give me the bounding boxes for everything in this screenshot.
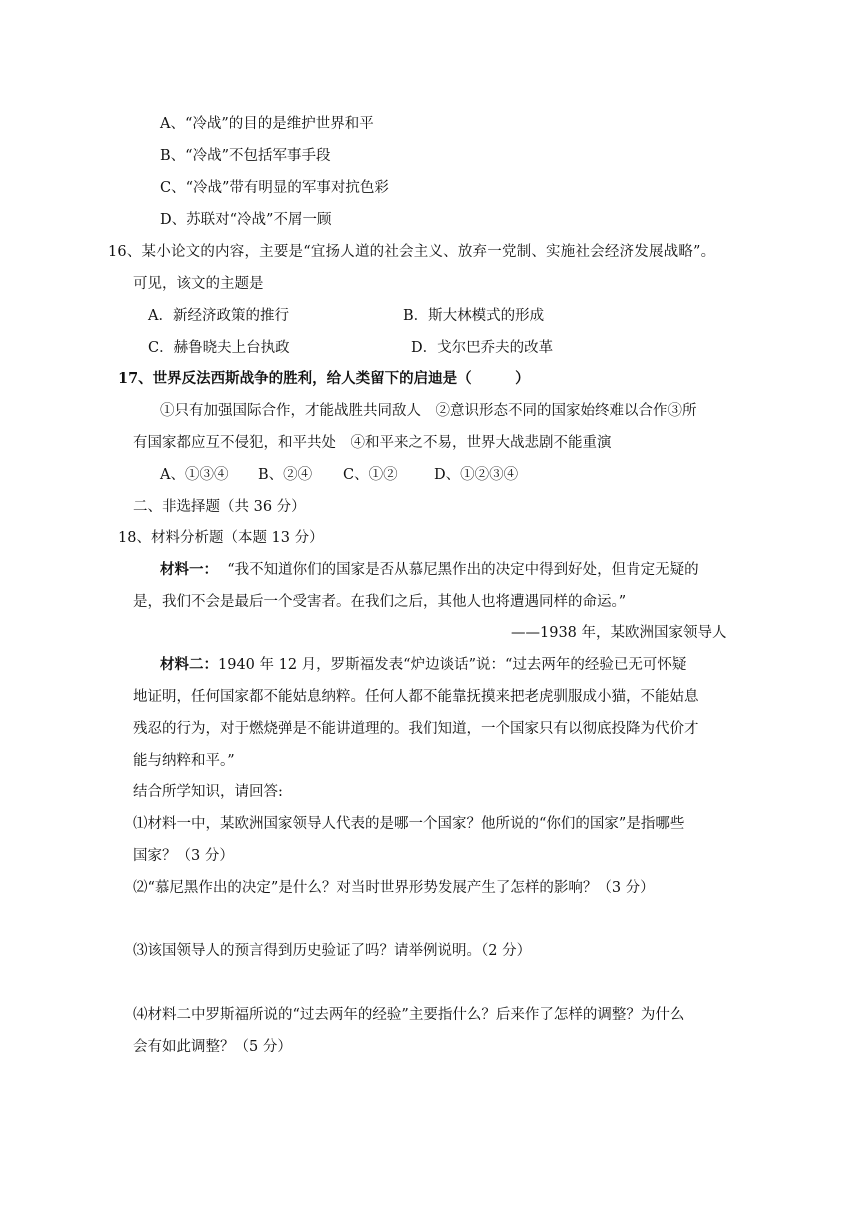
q16-option-d: D．戈尔巴乔夫的改革 (411, 340, 554, 356)
material-two-line3: 残忍的行为，对于燃烧弹是不能讲道理的。我们知道，一个国家只有以彻底投降为代价才 (133, 721, 699, 737)
material-two-text-1: 1940 年 12 月，罗斯福发表“炉边谈话”说：“过去两年的经验已无可怀疑 (218, 657, 687, 673)
section-heading: 二、非选择题（共 36 分） (133, 499, 306, 515)
q15-option-c: C、“冷战”带有明显的军事对抗色彩 (160, 180, 389, 196)
q17-stem: 17、世界反法西斯战争的胜利，给人类留下的启迪是（ ） (118, 370, 530, 387)
material-two-line2: 地证明，任何国家都不能姑息纳粹。任何人都不能靠抚摸来把老虎驯服成小猫，不能姑息 (133, 689, 699, 705)
sub-question-1-line1: ⑴材料一中，某欧洲国家领导人代表的是哪一个国家？他所说的“你们的国家”是指哪些 (133, 816, 685, 832)
sub-question-1-line2: 国家？（3 分） (133, 848, 234, 864)
q17-option-a: A、①③④ (160, 467, 229, 483)
q17-option-b: B、②④ (258, 467, 313, 483)
sub-question-3: ⑶该国领导人的预言得到历史验证了吗？请举例说明。（2 分） (133, 943, 532, 959)
material-two-line1 (160, 655, 686, 675)
q15-option-d: D、苏联对“冷战”不屑一顾 (160, 212, 332, 228)
q17-option-d: D、①②③④ (434, 467, 519, 483)
q16-option-c: C．赫鲁晓夫上台执政 (148, 340, 290, 356)
q15-option-a: A、“冷战”的目的是维护世界和平 (160, 116, 374, 132)
answer-instruction: 结合所学知识，请回答: (133, 784, 283, 800)
material-one-line1 (160, 560, 699, 580)
sub-question-4-line1: ⑷材料二中罗斯福所说的“过去两年的经验”主要指什么？后来作了怎样的调整？为什么 (133, 1007, 685, 1023)
q18-title: 18、材料分析题（本题 13 分） (118, 530, 324, 546)
material-one-text-1: “我不知道你们的国家是否从慕尼黑作出的决定中得到好处，但肯定无疑的 (227, 562, 699, 578)
sub-question-2: ⑵“慕尼黑作出的决定”是什么？对当时世界形势发展产生了怎样的影响？（3 分） (133, 880, 655, 896)
q16-stem-line2: 可见，该文的主题是 (133, 276, 264, 292)
q17-statement-line1: ①只有加强国际合作，才能战胜共同敌人 ②意识形态不同的国家始终难以合作③所 (160, 403, 697, 419)
material-one-line2: 是，我们不会是最后一个受害者。在我们之后，其他人也将遭遇同样的命运。” (133, 594, 627, 610)
sub-question-4-line2: 会有如此调整？（5 分） (133, 1039, 292, 1055)
material-one-source: ——1938 年，某欧洲国家领导人 (511, 625, 727, 641)
material-two-line4: 能与纳粹和平。” (133, 753, 235, 769)
q16-stem-line1: 16、某小论文的内容，主要是“宜扬人道的社会主义、放弃一党制、实施社会经济发展战略”。 (108, 244, 716, 260)
q16-option-a: A．新经济政策的推行 (148, 308, 289, 324)
q15-option-b: B、“冷战”不包括军事手段 (160, 148, 331, 164)
q17-statement-line2: 有国家都应互不侵犯，和平共处 ④和平来之不易，世界大战悲剧不能重演 (133, 435, 612, 451)
material-one-label: 材料一： (160, 561, 218, 578)
q17-option-c: C、①② (343, 467, 398, 483)
q16-option-b: B．斯大林模式的形成 (403, 308, 545, 324)
material-two-label: 材料二： (160, 656, 218, 673)
